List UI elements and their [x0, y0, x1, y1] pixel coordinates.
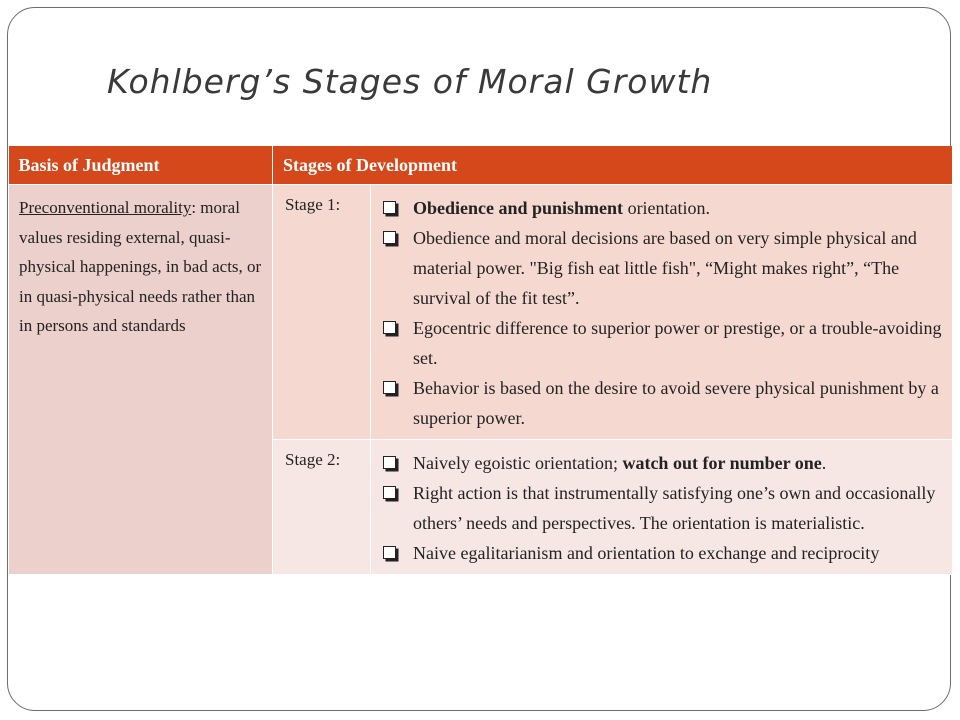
list-item [383, 223, 942, 313]
checkbox-bullet-icon [383, 456, 396, 469]
header-stages: Stages of Development [273, 146, 953, 185]
stage-2-items [371, 440, 953, 575]
item-text: Naive egalitarianism and orientation to exchange and reciprocity [413, 543, 880, 563]
checkbox-bullet-icon [383, 546, 396, 559]
stage-1-items [371, 185, 953, 440]
item-text: Right action is that instrumentally satisfying one’s own and occasionally others’ needs and perspectives. The orientation is materialistic. [413, 483, 936, 533]
item-text: Egocentric difference to superior power or prestige, or a trouble-avoiding set. [413, 318, 942, 368]
basis-label: Preconventional morality [19, 198, 192, 217]
stage-2-label: Stage 2: [273, 440, 371, 575]
list-item [383, 478, 942, 538]
checkbox-bullet-icon [383, 321, 396, 334]
item-bold-text: watch out for number one [622, 453, 822, 473]
checkbox-bullet-icon [383, 381, 396, 394]
item-text: Obedience and moral decisions are based on very simple physical and material power. "Big fish eat little fish", “Might makes right”, “The survival of the fit test”. [413, 228, 917, 308]
item-text: Behavior is based on the desire to avoid severe physical punishment by a superior power. [413, 378, 939, 428]
item-text: orientation. [623, 198, 711, 218]
checkbox-bullet-icon [383, 201, 396, 214]
table-header-row [9, 146, 953, 185]
list-item [383, 313, 942, 373]
stage-1-label: Stage 1: [273, 185, 371, 440]
item-bold-text: Obedience and punishment [413, 198, 624, 218]
list-item [383, 448, 942, 478]
basis-cell [9, 185, 273, 575]
list-item [383, 193, 942, 223]
checkbox-bullet-icon [383, 231, 396, 244]
table-row [9, 185, 953, 440]
list-item [383, 538, 942, 568]
list-item [383, 373, 942, 433]
slide-title: Kohlberg’s Stages of Moral Growth [107, 62, 713, 101]
checkbox-bullet-icon [383, 486, 396, 499]
item-text: . [821, 453, 827, 473]
stages-table [8, 146, 953, 575]
basis-text: : moral values residing external, quasi-physical happenings, in bad acts, or in quasi-physical needs rather than in persons and standards [19, 198, 262, 335]
header-basis: Basis of Judgment [9, 146, 273, 185]
item-text: Naively egoistic orientation; [413, 453, 623, 473]
